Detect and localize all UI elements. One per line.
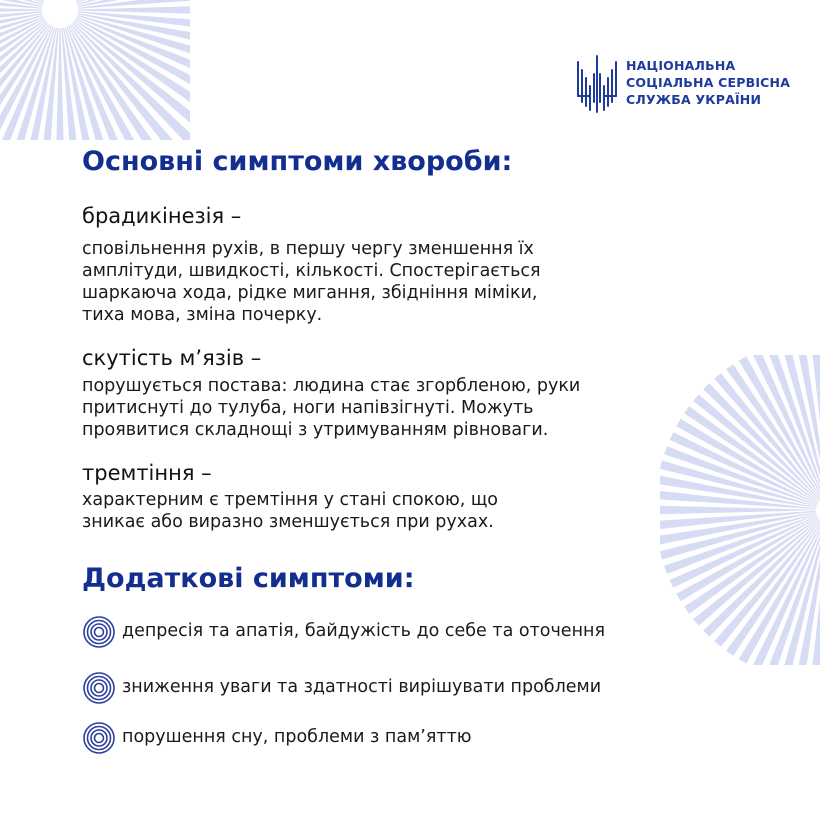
symptom-description-tremor xyxy=(82,489,642,533)
description-line: сповільнення рухів, в першу чергу зменшення їх xyxy=(82,239,534,259)
additional-symptom-text: зниження уваги та здатності вирішувати проблеми xyxy=(122,677,602,697)
brand-name-line-3: СЛУЖБА УКРАЇНИ xyxy=(626,92,762,107)
main-symptoms-heading: Основні симптоми хвороби: xyxy=(82,146,513,177)
additional-symptom-text: порушення сну, проблеми з пам’яттю xyxy=(122,727,472,747)
description-line: зникає або виразно зменшується при рухах. xyxy=(82,512,494,532)
symptom-term-tremor: тремтіння – xyxy=(82,461,212,485)
concentric-circles-icon xyxy=(82,721,116,755)
additional-symptom-text: депресія та апатія, байдужість до себе та оточення xyxy=(122,621,605,641)
description-line: проявитися складнощі з утримуванням рівноваги. xyxy=(82,420,549,440)
symptom-description-muscle-rigidity xyxy=(82,375,642,441)
brand-logo xyxy=(574,52,794,118)
additional-symptom-item xyxy=(82,721,722,755)
brand-name-line-2: СОЦІАЛЬНА СЕРВІСНА xyxy=(626,75,791,90)
trident-lines-emblem-icon xyxy=(574,52,620,114)
description-line: притиснуті до тулуба, ноги напівзігнуті. Можуть xyxy=(82,398,534,418)
symptom-term-bradykinesia: брадикінезія – xyxy=(82,204,242,228)
description-line: шаркаюча хода, рідке мигання, збідніння міміки, xyxy=(82,283,538,303)
brand-name-line-1: НАЦІОНАЛЬНА xyxy=(626,58,736,73)
additional-symptoms-heading: Додаткові симптоми: xyxy=(82,563,415,594)
description-line: тиха мова, зміна почерку. xyxy=(82,305,323,325)
description-line: порушується постава: людина стає згорбленою, руки xyxy=(82,376,581,396)
symptom-term-muscle-rigidity: скутість м’язів – xyxy=(82,346,262,370)
concentric-circles-icon xyxy=(82,671,116,705)
concentric-circles-icon xyxy=(82,615,116,649)
additional-symptom-item xyxy=(82,671,722,705)
decorative-burst-top-left xyxy=(0,0,190,140)
description-line: амплітуди, швидкості, кількості. Спостерігається xyxy=(82,261,541,281)
additional-symptom-item xyxy=(82,615,722,649)
symptom-description-bradykinesia xyxy=(82,238,642,326)
description-line: характерним є тремтіння у стані спокою, що xyxy=(82,490,499,510)
brand-name xyxy=(626,57,790,108)
